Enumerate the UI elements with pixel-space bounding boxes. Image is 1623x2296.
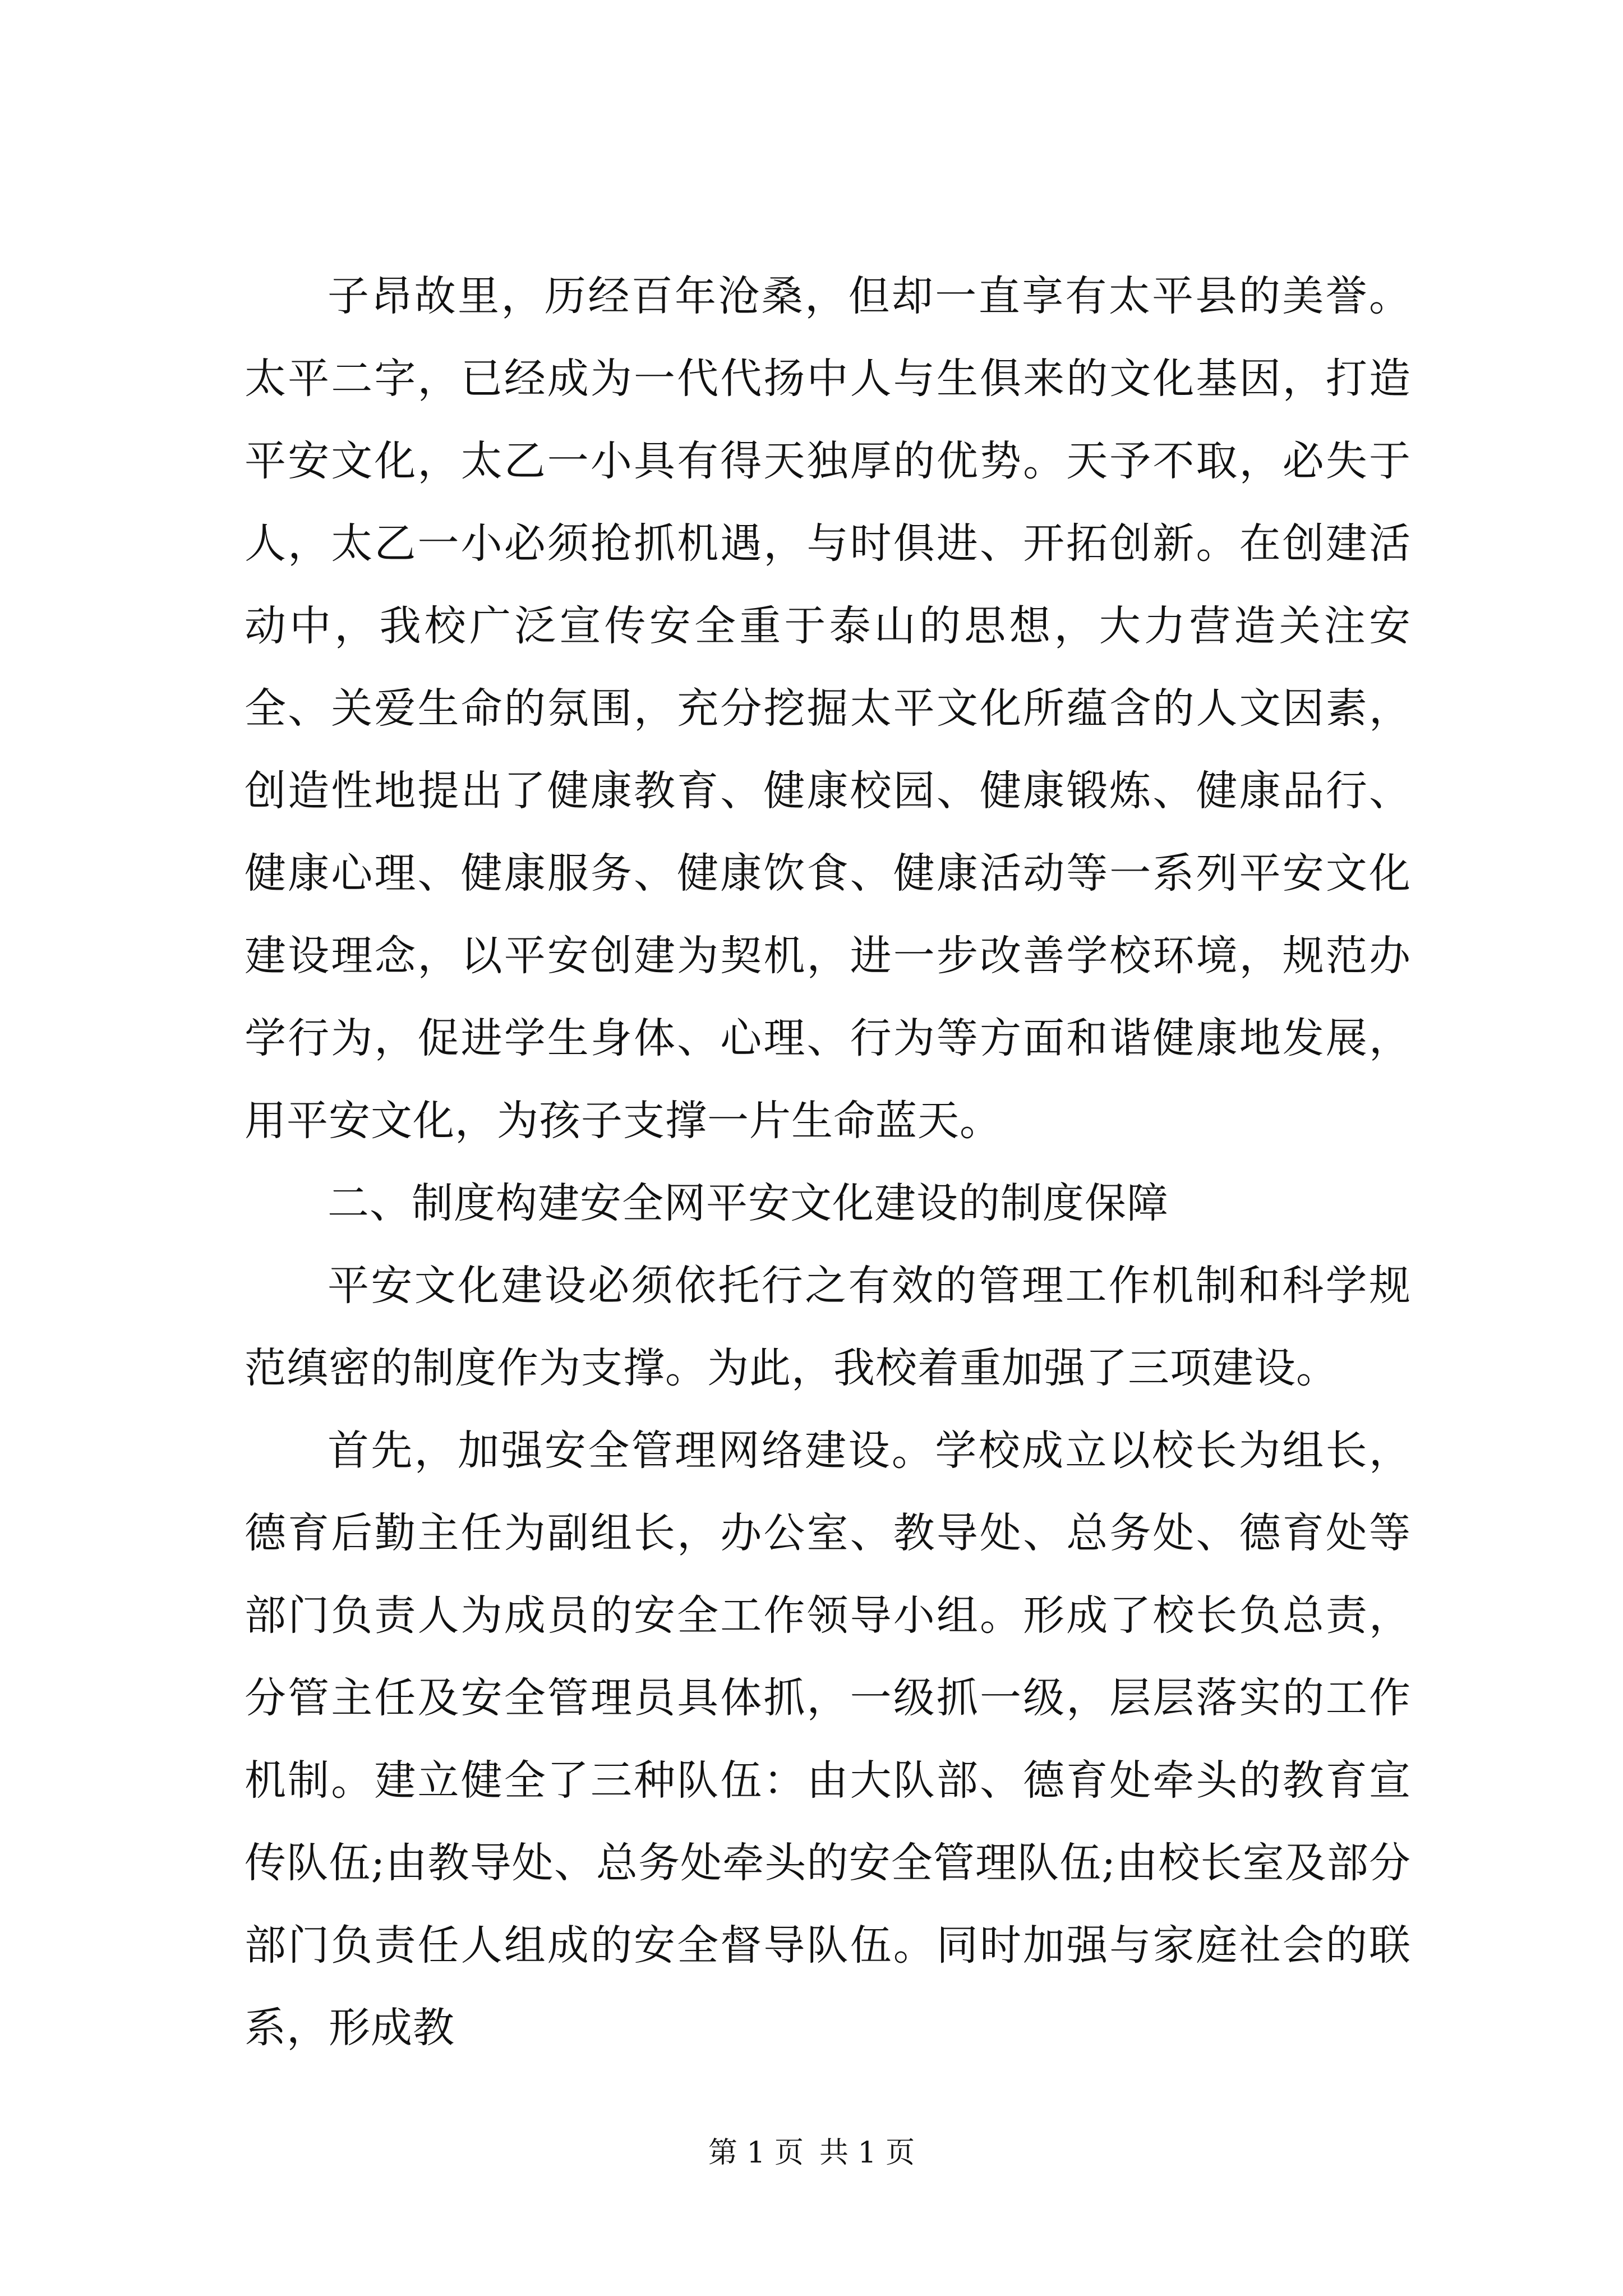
paragraph-intro: 平安文化建设必须依托行之有效的管理工作机制和科学规范缜密的制度作为支撑。为此，我校着重加强了三项建设。 [245, 1262, 1411, 1392]
document-body [245, 255, 1411, 2069]
paragraph-opening: 子昂故里，历经百年沧桑，但却一直享有太平县的美誉。太平二字，已经成为一代代扬中人与生俱来的文化基因，打造平安文化，太乙一小具有得天独厚的优势。天予不取，必失于人，太乙一小必须抢抓机遇，与时俱进、开拓创新。在创建活动中，我校广泛宣传安全重于泰山的思想，大力营造关注安全、关爱生命的氛围，充分挖掘太平文化所蕴含的人文因素，创造性地提出了健康教育、健康校园、健康锻炼、健康品行、健康心理、健康服务、健康饮食、健康活动等一系列平安文化建设理念，以平安创建为契机，进一步改善学校环境，规范办学行为，促进学生身体、心理、行为等方面和谐健康地发展，用平安文化，为孩子支撑一片生命蓝天。 [245, 272, 1411, 1145]
paragraph-first-measure: 首先，加强安全管理网络建设。学校成立以校长为组长，德育后勤主任为副组长，办公室、教导处、总务处、德育处等部门负责人为成员的安全工作领导小组。形成了校长负总责，分管主任及安全管理员具体抓，一级抓一级，层层落实的工作机制。建立健全了三种队伍：由大队部、德育处牵头的教育宣传队伍;由教导处、总务处牵头的安全管理队伍;由校长室及部分部门负责任人组成的安全督导队伍。同时加强与家庭社会的联系，形成教 [245, 1427, 1411, 2052]
page-number: 第 1 页 [708, 2136, 804, 2170]
page-footer [0, 2136, 1623, 2170]
section-heading: 二、制度构建安全网平安文化建设的制度保障 [328, 1179, 1169, 1227]
page-total: 共 1 页 [819, 2136, 915, 2170]
